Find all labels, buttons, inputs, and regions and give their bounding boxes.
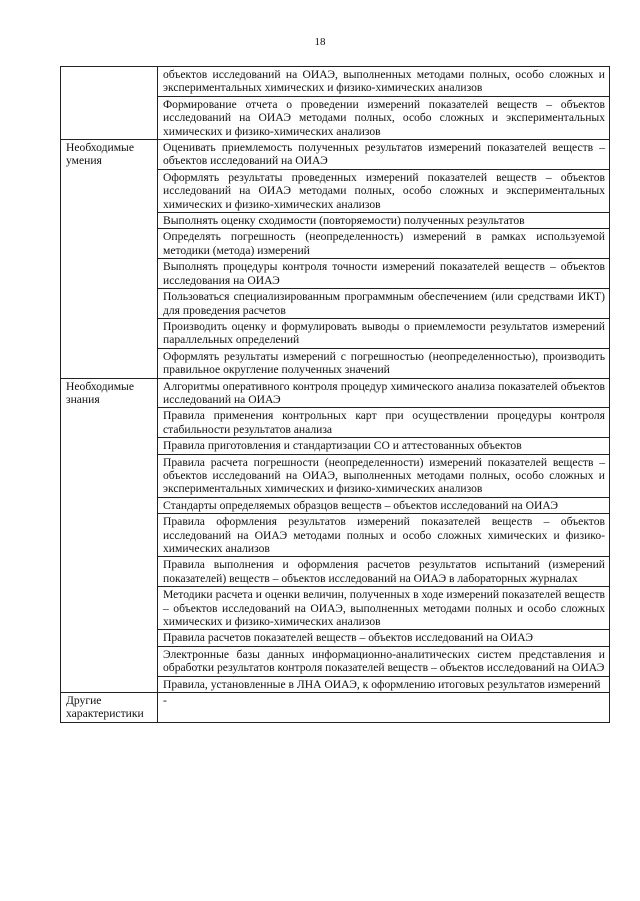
qualification-table	[60, 66, 610, 723]
table-cell-description: Электронные базы данных информационно-аналитических систем представления и обработки результатов контроля показателей веществ – объектов исследований на ОИАЭ	[158, 646, 610, 676]
row-label-skills: Необходимые умения	[61, 140, 158, 379]
row-label-other: Другие характеристики	[61, 693, 158, 723]
table-cell-description: Правила приготовления и стандартизации СО и аттестованных объектов	[158, 438, 610, 454]
table-cell-description: Пользоваться специализированным программным обеспечением (или средствами ИКТ) для проведения расчетов	[158, 289, 610, 319]
table-cell-description: Правила, установленные в ЛНА ОИАЭ, к оформлению итоговых результатов измерений	[158, 676, 610, 692]
table-cell-description: Стандарты определяемых образцов веществ – объектов исследований на ОИАЭ	[158, 497, 610, 513]
table-cell-description: Алгоритмы оперативного контроля процедур химического анализа показателей объектов исследований на ОИАЭ	[158, 378, 610, 408]
table-cell-description: Правила расчетов показателей веществ – объектов исследований на ОИАЭ	[158, 630, 610, 646]
table-cell-description: Выполнять процедуры контроля точности измерений показателей веществ – объектов исследования на ОИАЭ	[158, 259, 610, 289]
table-cell-description: Оценивать приемлемость полученных результатов измерений показателей веществ – объектов исследований на ОИАЭ	[158, 140, 610, 170]
table-cell-description: Оформлять результаты измерений с погрешностью (неопределенностью), производить правильное округление полученных значений	[158, 348, 610, 378]
table-cell-description: Оформлять результаты проведенных измерений показателей веществ – объектов исследований на ОИАЭ методами полных, особо сложных и экспериментальных химических и физико-химических анализов	[158, 169, 610, 212]
table-row	[61, 140, 610, 170]
table-row	[61, 378, 610, 408]
row-label-knowledge: Необходимые знания	[61, 378, 158, 693]
table-row	[61, 693, 610, 723]
table-row	[61, 67, 610, 97]
table-cell-description: Производить оценку и формулировать выводы о приемлемости результатов измерений параллельных определений	[158, 318, 610, 348]
table-cell-description: Правила оформления результатов измерений показателей веществ – объектов исследований на ОИАЭ методами полных и особо сложных химических и физико-химических анализов	[158, 514, 610, 557]
table-cell-description: Определять погрешность (неопределенность) измерений в рамках используемой методики (метода) измерений	[158, 229, 610, 259]
table-cell-description: Формирование отчета о проведении измерений показателей веществ – объектов исследований на ОИАЭ методами полных, особо сложных и экспериментальных химических и физико-химических анализов	[158, 96, 610, 139]
table-cell-description: объектов исследований на ОИАЭ, выполненных методами полных, особо сложных и экспериментальных химических и физико-химических анализов	[158, 67, 610, 97]
page-number: 18	[314, 36, 326, 48]
table-cell-description: Правила применения контрольных карт при осуществлении процедуры контроля стабильности результатов анализа	[158, 408, 610, 438]
table-cell-description: Методики расчета и оценки величин, полученных в ходе измерений показателей веществ – объектов исследований на ОИАЭ, выполненных методами полных и особо сложных химических и физико-химических анализов	[158, 587, 610, 630]
row-label-continuation	[61, 67, 158, 140]
table-cell-description: Выполнять оценку сходимости (повторяемости) полученных результатов	[158, 213, 610, 229]
table-cell-description: -	[158, 693, 610, 723]
table-cell-description: Правила выполнения и оформления расчетов результатов испытаний (измерений показателей) веществ – объектов исследований на ОИАЭ в лабораторных журналах	[158, 557, 610, 587]
table-cell-description: Правила расчета погрешности (неопределенности) измерений показателей веществ – объектов исследований на ОИАЭ, выполненных методами полных, особо сложных и экспериментальных химических и физико-химических анализов	[158, 454, 610, 497]
